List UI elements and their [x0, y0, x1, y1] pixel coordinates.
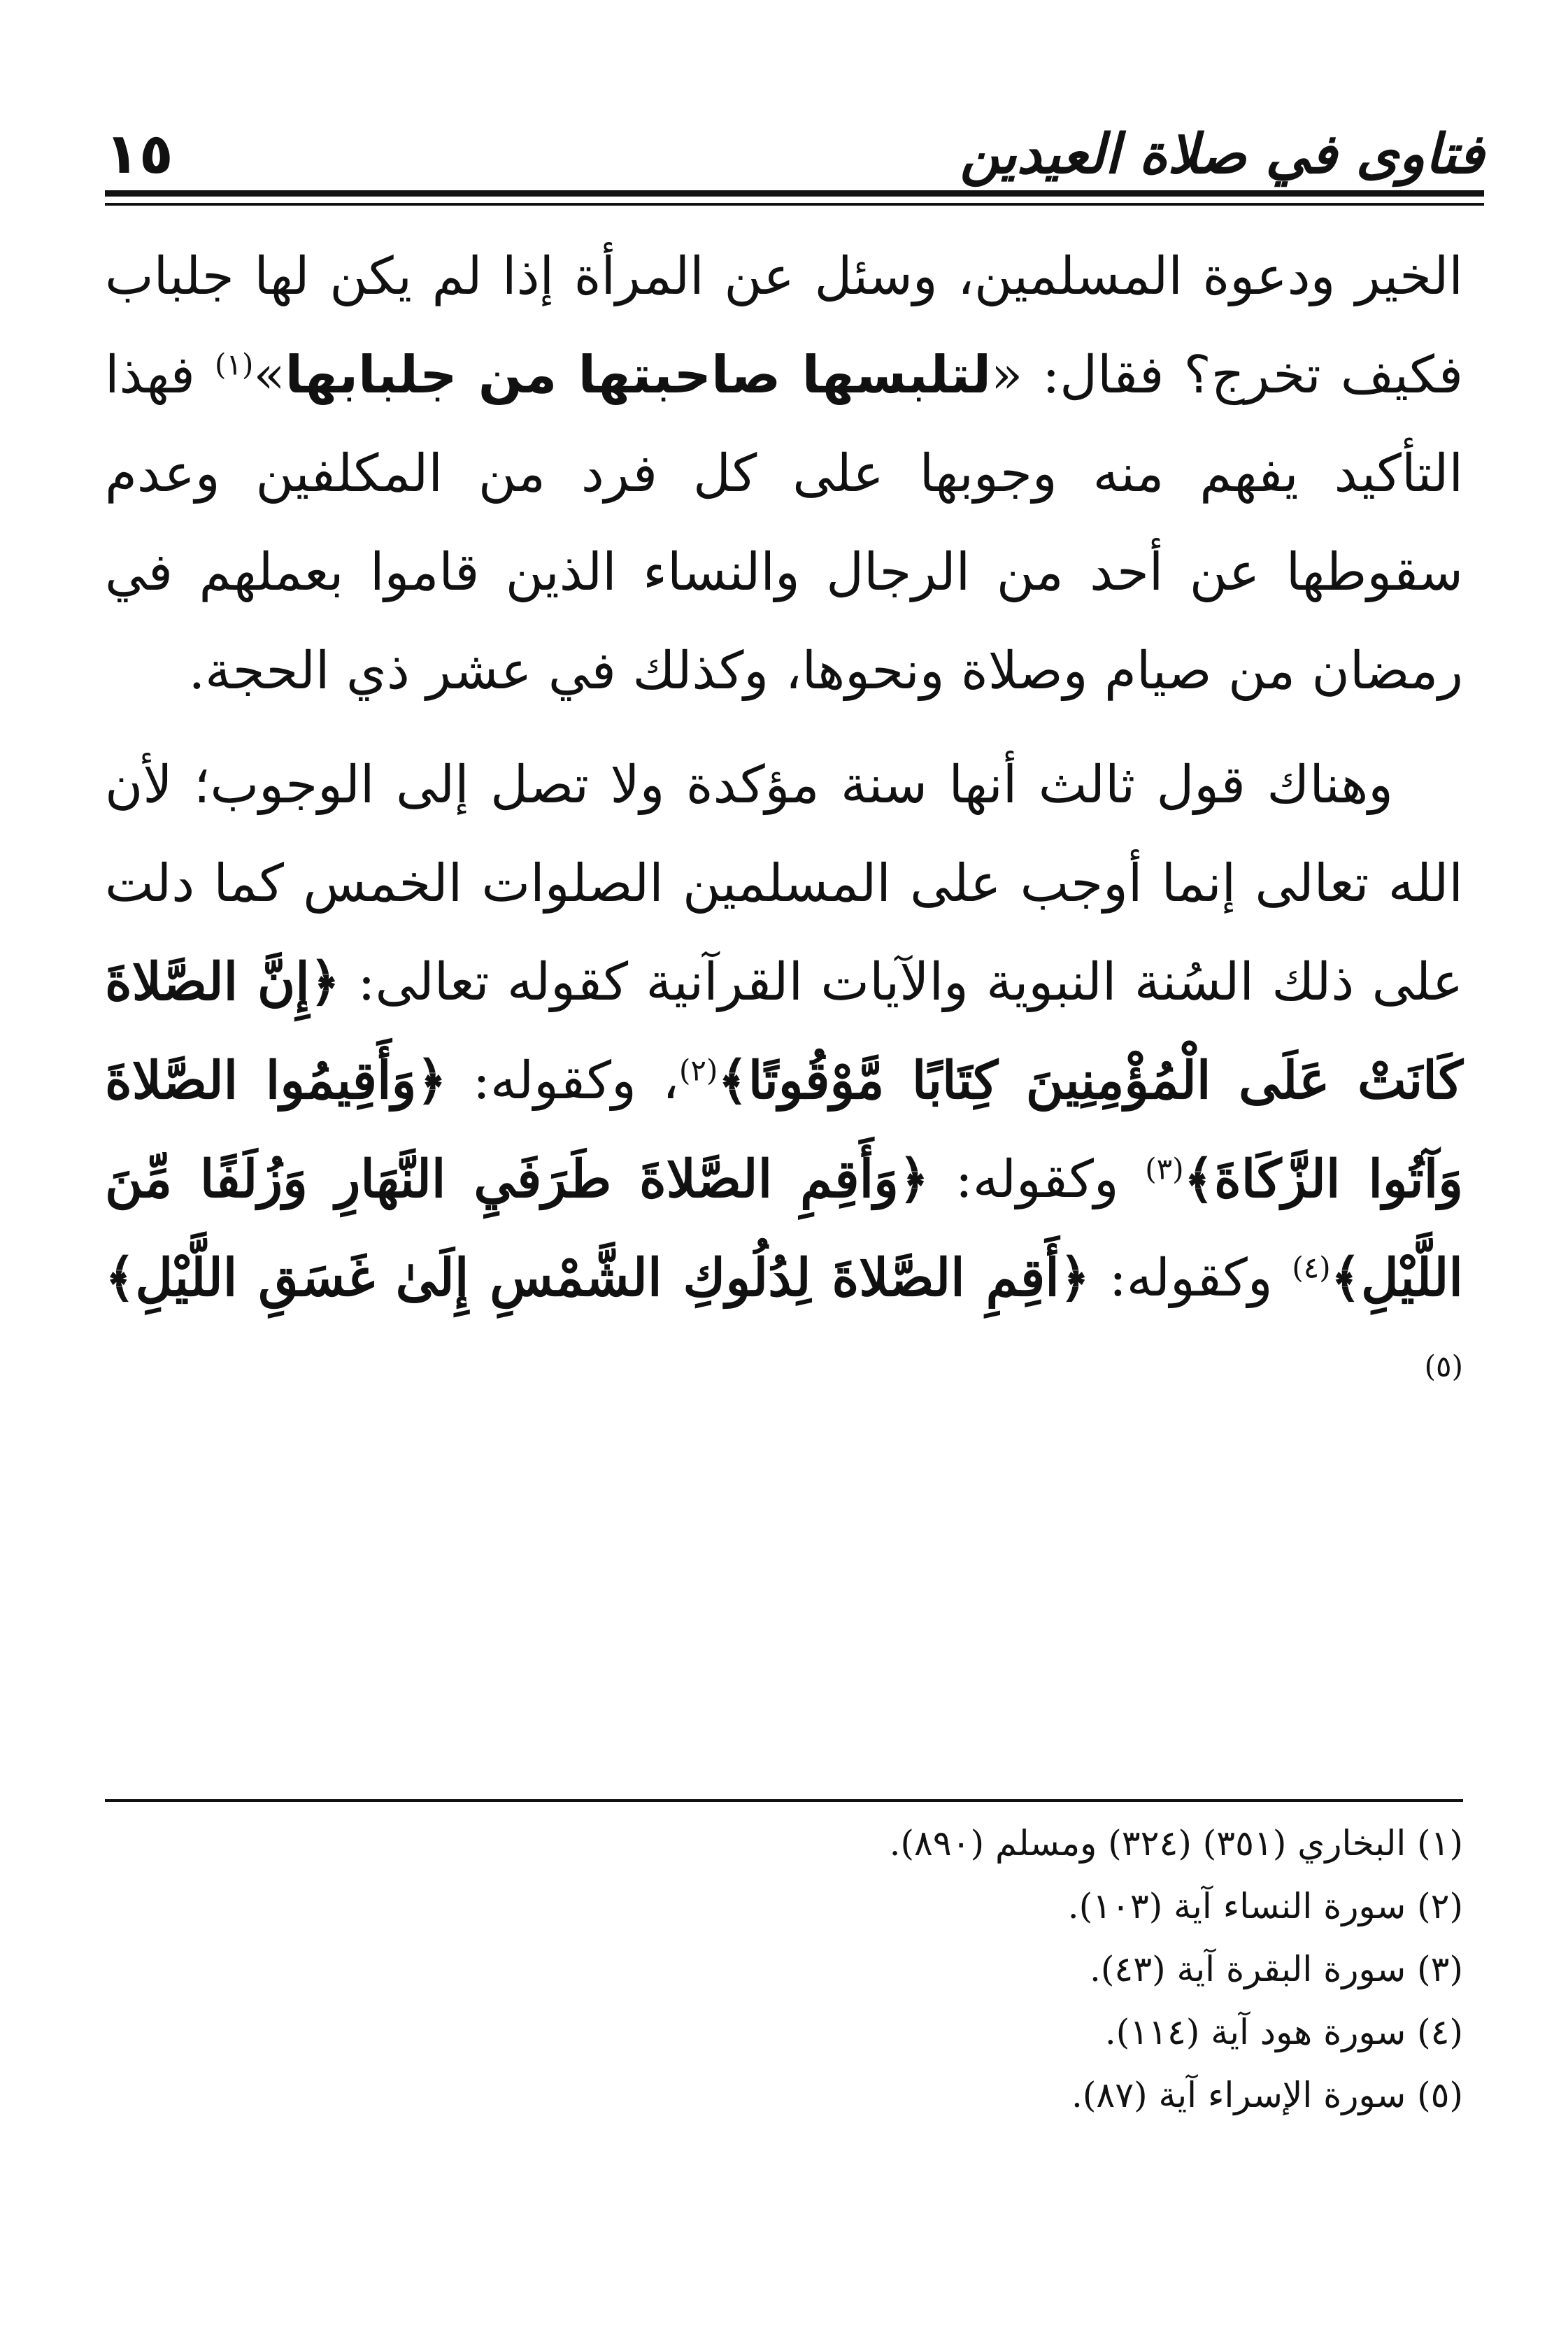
paragraph-1-text-a: الخير ودعوة المسلمين، وسئل عن المرأة إذا لم يكن لها جلباب فكيف تخرج؟ فقال: « [105, 246, 1463, 405]
page-number: ١٥ [105, 121, 173, 186]
footnote-ref-2[interactable]: (٢) [679, 1053, 718, 1088]
paragraph-1-text-c: فهذا التأكيد يفهم منه وجوبها على كل فرد من المكلفين وعدم سقوطها عن أحد من الرجال والنساء الذين قاموا بعملهم في رمضان من صيام وصلاة ونحوها، وكذلك في عشر ذي الحجة. [105, 345, 1463, 701]
running-header [105, 98, 1484, 186]
footnotes [105, 1812, 1463, 2127]
quran-verse-3: ﴿وَأَقِمِ الصَّلاةَ طَرَفَيِ النَّهَارِ وَزُلَفًا مِّنَ اللَّيْلِ﴾ [105, 1149, 1463, 1308]
main-text [105, 227, 1463, 1426]
quran-verse-1: ﴿إِنَّ الصَّلاةَ كَانَتْ عَلَى الْمُؤْمِنِينَ كِتَابًا مَّوْقُوتًا﴾ [105, 952, 1463, 1111]
paragraph-2-text-c: وكقوله: [929, 1149, 1146, 1209]
footnote-5: (٥) سورة الإسراء آية (٨٧). [1071, 2075, 1463, 2115]
paragraph-2-text-a: وهناك قول ثالث أنها سنة مؤكدة ولا تصل إلى الوجوب؛ لأن الله تعالى إنما أوجب على المسلمين الصلوات الخمس كما دلت على ذلك السُنة النبوية والآيات القرآنية كقوله تعالى: [105, 755, 1463, 1012]
paragraph-2-text-d: وكقوله: [1090, 1248, 1292, 1308]
header-rule-thick [105, 190, 1484, 197]
footnote-ref-4[interactable]: (٤) [1292, 1250, 1331, 1285]
footnote-ref-3[interactable]: (٣) [1145, 1151, 1184, 1186]
quran-verse-4: ﴿أَقِمِ الصَّلاةَ لِدُلُوكِ الشَّمْسِ إِلَىٰ غَسَقِ اللَّيْلِ﴾ [105, 1248, 1090, 1308]
footnote-2: (٢) سورة النساء آية (١٠٣). [1067, 1886, 1463, 1926]
paragraph-1-text-b: » [253, 345, 285, 405]
paragraph-2-text-b: ، وكقوله: [446, 1051, 680, 1111]
footnote-4: (٤) سورة هود آية (١١٤). [1104, 2012, 1463, 2052]
footnote-ref-5[interactable]: (٥) [1424, 1349, 1463, 1384]
footnote-ref-1[interactable]: (١) [214, 347, 254, 382]
paragraph-2 [105, 736, 1463, 1426]
footnote-separator [105, 1799, 1463, 1802]
book-title: فتاوى في صلاة العيدين [960, 123, 1484, 186]
quran-verse-2: ﴿وَأَقِيمُوا الصَّلاةَ وَآتُوا الزَّكَاةَ﴾ [105, 1051, 1463, 1209]
footnote-1: (١) البخاري (٣٥١) (٣٢٤) ومسلم (٨٩٠). [889, 1823, 1463, 1864]
hadith-quote: لتلبسها صاحبتها من جلبابها [285, 345, 991, 405]
paragraph-1 [105, 227, 1463, 721]
footnote-3: (٣) سورة البقرة آية (٤٣). [1089, 1949, 1463, 1989]
header-rule-thin [105, 203, 1484, 206]
